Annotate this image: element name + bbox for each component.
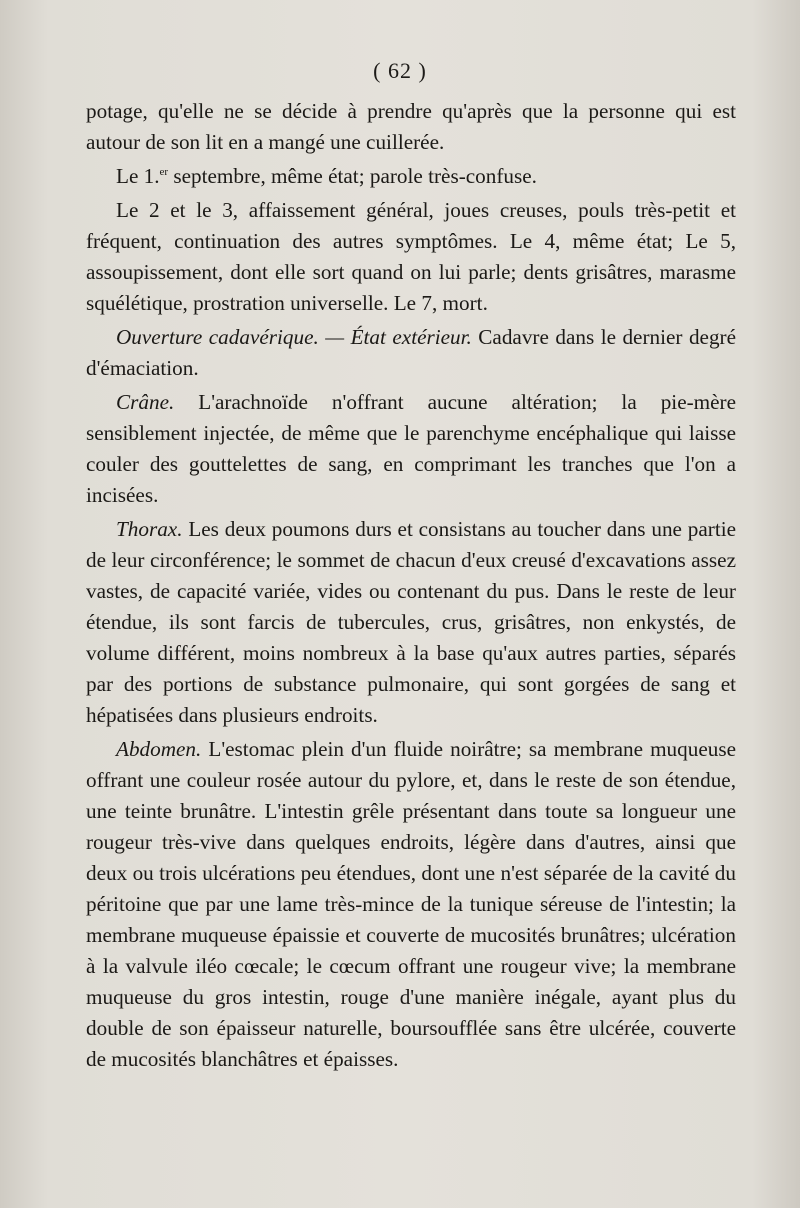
ordinal-superscript: er — [159, 165, 169, 178]
paragraph-text: Le 2 et le 3, affaissement général, joues creuses, pouls très-petit et fréquent, continuation des autres symptômes. Le 4, même état; Le 5, assoupissement, dont elle sort quand on lui parle; dents grisâtres, marasme squélétique, prostration universelle. Le 7, mort. — [86, 198, 736, 315]
paragraph-text: L'estomac plein d'un fluide noirâtre; sa membrane muqueuse offrant une couleur rosée autour du pylore, et, dans le reste de son étendue, une teinte brunâtre. L'intestin grêle présentant dans toute sa longueur une rougeur très-vive dans quelques endroits, légère dans d'autres, ainsi que deux ou trois ulcérations peu étendues, dont une n'est séparée de la cavité du péritoine que par une lame très-mince de la tunique séreuse de l'intestin; la membrane muqueuse épaissie et couverte de mucosités brunâtres; ulcération à la valvule iléo cœcale; le cœcum offrant une rougeur vive; la membrane muqueuse du gros intestin, rouge d'une manière inégale, ayant plus du double de son épaisseur naturelle, boursoufflée sans être ulcérée, couverte de mucosités blanchâtres et épaisses. — [86, 737, 736, 1071]
paragraph-abdomen — [86, 734, 736, 1075]
paragraph-text: septembre, même état; parole très-confuse. — [168, 164, 537, 188]
paragraph-text: L'arachnoïde n'offrant aucune altération; la pie-mère sensiblement injectée, de même que le parenchyme encéphalique qui laisse couler des gouttelettes de sang, en comprimant les tranches que l'on a incisées. — [86, 390, 736, 507]
paragraph-progression — [86, 195, 736, 319]
section-heading: Crâne. — [116, 390, 175, 414]
body-text — [86, 96, 736, 1075]
section-heading: Abdomen. — [116, 737, 202, 761]
paragraph-text: Les deux poumons durs et consistans au toucher dans une partie de leur circonférence; le sommet de chacun d'eux creusé d'excavations assez vastes, de capacité variée, vides ou contenant du pus. Dans le reste de leur étendue, ils sont farcis de tubercules, crus, grisâtres, non enkystés, de volume différent, moins nombreux à la base qu'aux autres parties, séparés par des portions de substance pulmonaire, qui sont gorgées de sang et hépatisées dans plusieurs endroits. — [86, 517, 736, 727]
paragraph-sept-1 — [86, 161, 736, 192]
paragraph-autopsy — [86, 322, 736, 384]
paragraph-crane — [86, 387, 736, 511]
section-heading: Thorax. — [116, 517, 183, 541]
date-lead: Le 1. — [116, 164, 160, 188]
paragraph-thorax — [86, 514, 736, 731]
paragraph-text: potage, qu'elle ne se décide à prendre qu'après que la personne qui est autour de son lit en a mangé une cuillerée. — [86, 99, 736, 154]
paragraph-continuation — [86, 96, 736, 158]
page-number: ( 62 ) — [373, 58, 427, 83]
paragraph-text: Cadavre dans le dernier degré d'émaciation. — [86, 325, 736, 380]
section-heading: Ouverture cadavérique. — État extérieur. — [116, 325, 472, 349]
